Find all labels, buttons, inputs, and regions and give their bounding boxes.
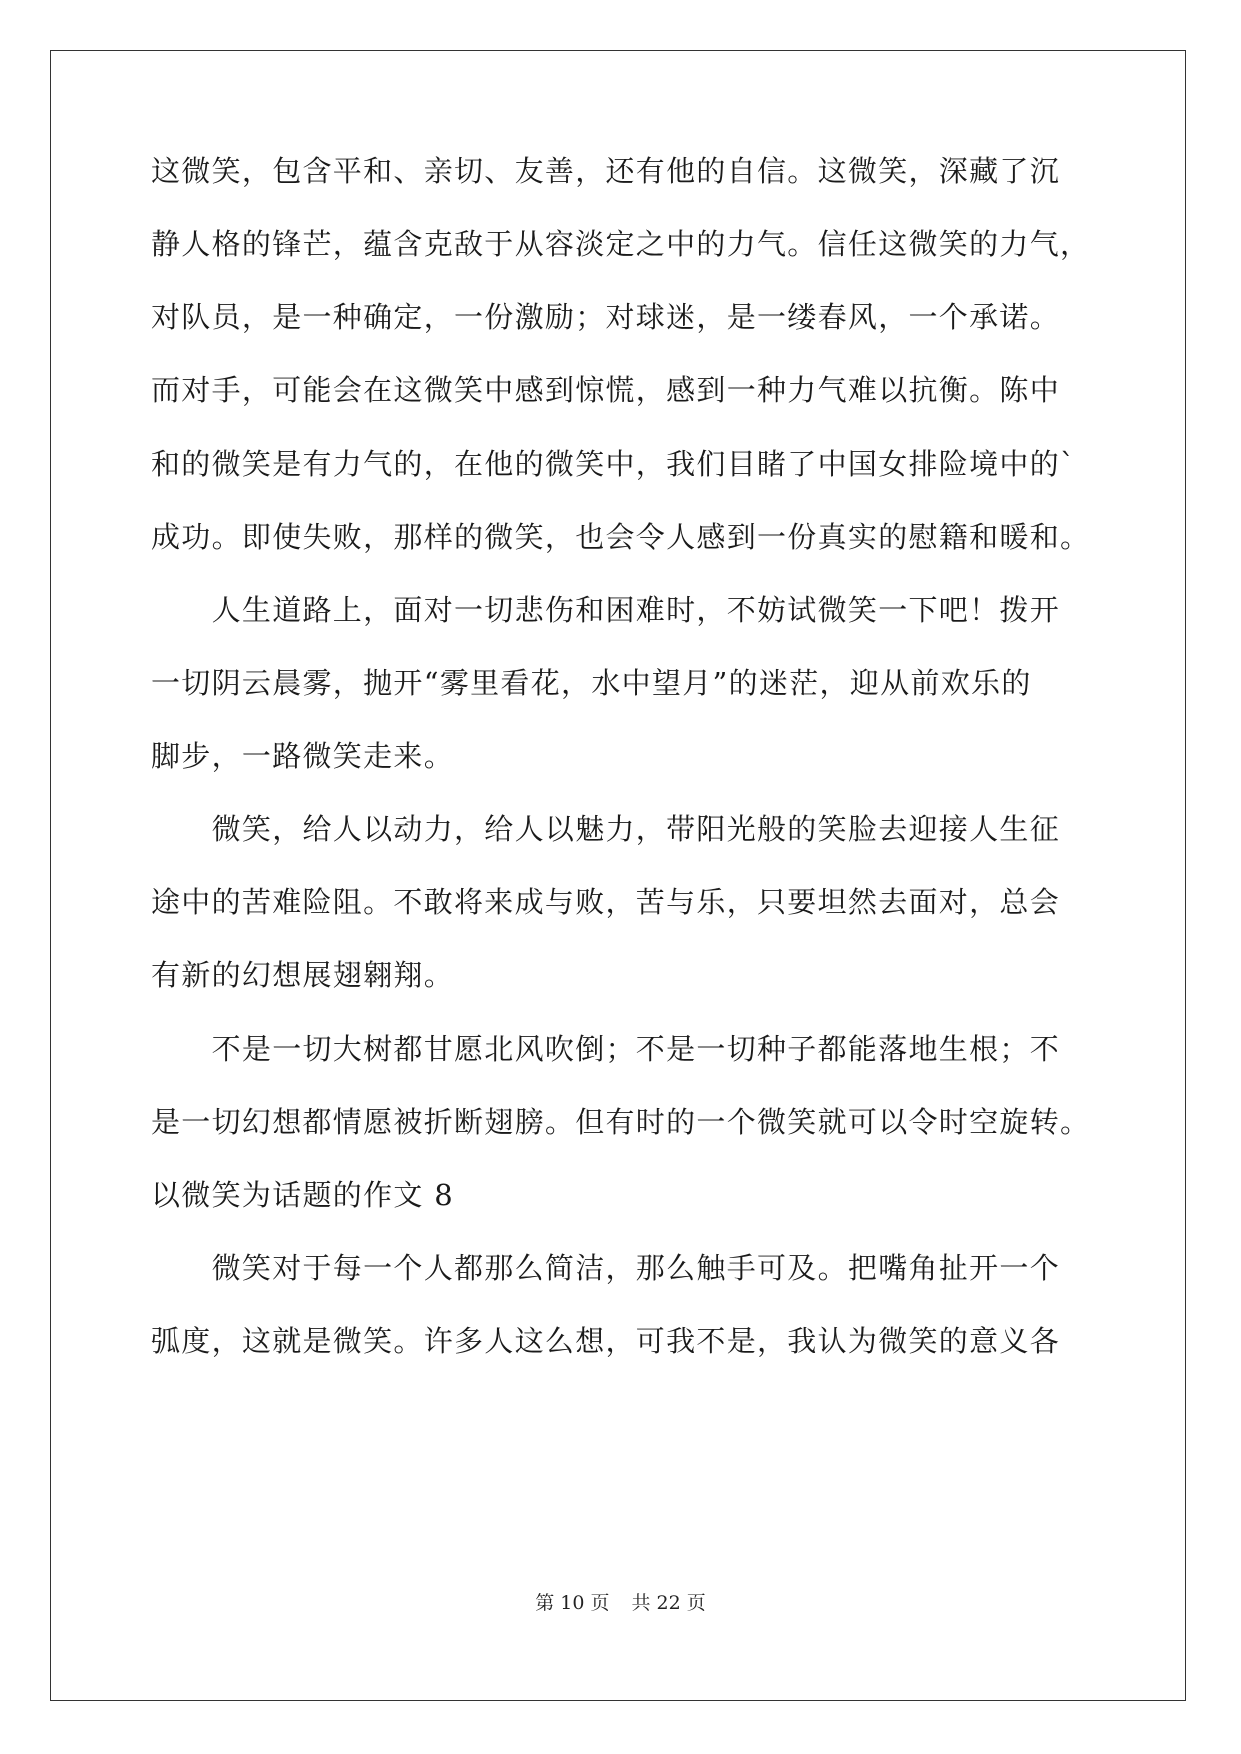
- text-line: 途中的苦难险阻。不敢将来成与败，苦与乐，只要坦然去面对，总会: [151, 885, 1061, 919]
- text-line: 不是一切大树都甘愿北风吹倒；不是一切种子都能落地生根；不: [151, 1032, 1061, 1066]
- text-line: 微笑对于每一个人都那么简洁，那么触手可及。把嘴角扯开一个: [151, 1251, 1061, 1285]
- text-line: 对队员，是一种确定，一份激励；对球迷，是一缕春风，一个承诺。: [151, 300, 1061, 334]
- text-line: 和的微笑是有力气的，在他的微笑中，我们目睹了中国女排险境中的`: [151, 447, 1076, 481]
- text-line: 有新的幻想展翅翱翔。: [151, 958, 455, 992]
- text-line: 弧度，这就是微笑。许多人这么想，可我不是，我认为微笑的意义各: [151, 1324, 1061, 1358]
- page-total: 共 22 页: [631, 1592, 706, 1614]
- section-heading: 以微笑为话题的作文 8: [151, 1178, 454, 1212]
- page-footer: [0, 1591, 1241, 1615]
- text-line: 人生道路上，面对一切悲伤和困难时，不妨试微笑一下吧！拨开: [151, 593, 1061, 627]
- text-line: 这微笑，包含平和、亲切、友善，还有他的自信。这微笑，深藏了沉: [151, 154, 1061, 188]
- text-line: 成功。即使失败，那样的微笑，也会令人感到一份真实的慰籍和暖和。: [151, 520, 1091, 554]
- text-line: 微笑，给人以动力，给人以魅力，带阳光般的笑脸去迎接人生征: [151, 812, 1061, 846]
- text-line: 静人格的锋芒，蕴含克敌于从容淡定之中的力气。信任这微笑的力气，: [151, 227, 1091, 261]
- text-line: 脚步，一路微笑走来。: [151, 739, 455, 773]
- text-line: 一切阴云晨雾，抛开“雾里看花，水中望月”的迷茫，迎从前欢乐的: [151, 666, 1032, 700]
- text-line: 而对手，可能会在这微笑中感到惊慌，感到一种力气难以抗衡。陈中: [151, 373, 1061, 407]
- page-number: 第 10 页: [535, 1592, 610, 1614]
- text-line: 是一切幻想都情愿被折断翅膀。但有时的一个微笑就可以令时空旋转。: [151, 1105, 1091, 1139]
